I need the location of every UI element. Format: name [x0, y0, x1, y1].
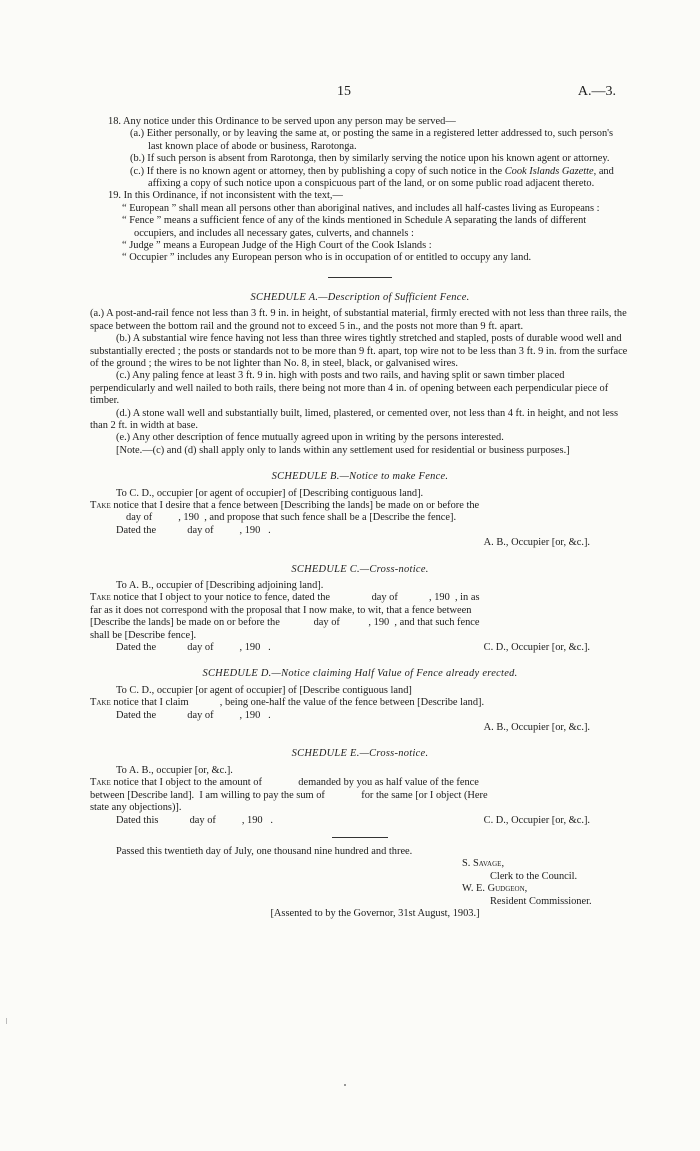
schedule-d-title: SCHEDULE D.—Notice claiming Half Value of Fence already erected.	[202, 668, 518, 680]
schedule-a-item-d: (d.) A stone wall well and substantially built, limed, plastered, or cemented over, not less than 4 ft. in height, and not less than 2 ft. in width at base.	[90, 407, 618, 431]
commissioner-name: W. E. Gudgeon,	[462, 883, 528, 895]
schedule-e-body-2: between [Describe land]. I am willing to pay the sum of for the same [or I object (Here	[90, 789, 488, 801]
schedule-a-item-c: (c.) Any paling fence at least 3 ft. 9 in. high with posts and two rails, and having split or sawn timber placed perpendicularly and well nailed to both rails, there being not more than 4 in. of opening between each perpendicular piece of timber.	[90, 370, 609, 407]
schedule-a-title: SCHEDULE A.—Description of Sufficient Fence.	[250, 291, 470, 303]
signature-block	[462, 858, 630, 908]
schedule-e-dated: Dated this day of , 190 .	[116, 814, 273, 826]
schedule-c-dated: Dated the day of , 190 .	[116, 642, 271, 654]
schedule-c-body-2: far as it does not correspond with the proposal that I now make, to wit, that a fence between	[90, 604, 472, 616]
schedule-d-body-1-text: notice that I claim , being one-half the value of the fence between [Describe land].	[110, 697, 485, 709]
margin-mark	[6, 1018, 7, 1024]
schedule-c-body-4: shall be [Describe fence].	[90, 629, 197, 641]
page-number: 15	[337, 84, 351, 99]
clerk-name: S. Savage,	[462, 858, 505, 870]
schedule-c-body-1	[90, 592, 630, 604]
schedule-c-to: To A. B., occupier of [Describing adjoining land].	[116, 580, 324, 591]
schedule-d-to: To C. D., occupier [or agent of occupier] of [Describe contiguous land]	[116, 684, 412, 696]
definition-judge: “ Judge ” means a European Judge of the High Court of the Cook Islands :	[122, 240, 432, 252]
section-18-c-text-1: (c.) If there is no known agent or attorney, then by publishing a copy of such notice in the	[130, 165, 505, 177]
schedule-c-signature: C. D., Occupier [or, &c.].	[483, 642, 590, 654]
schedule-b-title: SCHEDULE B.—Notice to make Fence.	[271, 471, 449, 483]
clerk-title: Clerk to the Council.	[490, 870, 578, 882]
assent-note: [Assented to by the Governor, 31st August, 1903.]	[270, 907, 480, 919]
schedule-a-note: [Note.—(c) and (d) shall apply only to lands within any settlement used for residential or business purposes.]	[116, 444, 570, 456]
definition-occupier: “ Occupier ” includes any European person who is in occupation of or entitled to occupy any land.	[122, 252, 532, 264]
closing-divider	[332, 837, 388, 838]
passed-statement: Passed this twentieth day of July, one thousand nine hundred and three.	[116, 845, 413, 857]
schedule-c-body-1-text: notice that I object to your notice to fence, dated the day of , 190 , in as	[110, 592, 480, 604]
section-18-a: (a.) Either personally, or by leaving the same at, or posting the same in a registered letter addressed to, such person's last known place of abode or business, Rarotonga.	[130, 128, 614, 152]
schedule-b-body-2: day of , 190 , and propose that such fence shall be a [Describe the fence].	[126, 512, 457, 524]
schedule-a-item-b: (b.) A substantial wire fence having not less than three wires tightly stretched and stapled, posts of durable wood well and substantially erected ; the posts or standards not to be more than 9 ft. apart, top wire not to be less than 3 ft. 9 in. from the surface of the ground ; the wires to be not lighter than No. 8, in steel, black, or galvanised wires.	[90, 333, 628, 369]
schedule-e-dated-row	[90, 815, 630, 827]
schedule-c-body-3: [Describe the lands] be made on or before the day of , 190 , and that such fence	[90, 617, 480, 629]
page-mark	[344, 1084, 346, 1086]
commissioner-title: Resident Commissioner.	[490, 895, 592, 907]
schedule-b-signature: A. B., Occupier [or, &c.].	[483, 537, 590, 549]
section-18-c-text-2: , and affixing a copy of such notice upon a conspicuous part of the land, or on some public road adjacent thereto.	[148, 165, 614, 190]
schedule-d-dated: Dated the day of , 190 .	[116, 709, 271, 721]
document-reference: A.—3.	[577, 84, 616, 99]
schedule-b-body-1-text: notice that I desire that a fence between [Describing the lands] be made on or before the	[110, 499, 480, 511]
schedule-a-item-e: (e.) Any other description of fence mutually agreed upon in writing by the persons interested.	[116, 432, 504, 444]
gazette-title: Cook Islands Gazette	[504, 165, 594, 177]
page-header	[0, 86, 700, 102]
schedule-e-signature: C. D., Occupier [or, &c.].	[483, 814, 590, 826]
schedule-b-body-1	[90, 500, 630, 512]
take-word: Take	[90, 777, 111, 789]
section-19-intro: 19. In this Ordinance, if not inconsistent with the text,—	[108, 190, 343, 202]
definition-fence: “ Fence ” means a sufficient fence of any of the kinds mentioned in Schedule A separating the lands of different occupiers, and includes all necessary gates, culverts, and channels :	[122, 215, 587, 239]
section-18-c	[90, 166, 630, 191]
section-18-b: (b.) If such person is absent from Rarotonga, then by similarly serving the notice upon his known agent or attorney.	[130, 153, 610, 165]
schedule-b-dated: Dated the day of , 190 .	[116, 524, 271, 536]
take-word: Take	[90, 499, 111, 511]
schedule-c-title: SCHEDULE C.—Cross-notice.	[291, 563, 429, 575]
definition-european: “ European ” shall mean all persons other than aboriginal natives, and includes all half-castes living as Europeans :	[122, 202, 600, 214]
document-body	[90, 116, 630, 920]
take-word: Take	[90, 592, 111, 604]
section-18-intro: 18. Any notice under this Ordinance to be served upon any person may be served—	[108, 116, 456, 127]
schedule-e-body-3: state any objections)].	[90, 802, 182, 814]
schedule-c-dated-row	[90, 642, 630, 654]
schedule-e-title: SCHEDULE E.—Cross-notice.	[291, 748, 429, 760]
schedule-d-signature: A. B., Occupier [or, &c.].	[483, 722, 590, 734]
take-word: Take	[90, 697, 111, 709]
section-divider	[328, 277, 392, 278]
schedule-e-to: To A. B., occupier [or, &c.].	[116, 764, 233, 776]
schedule-a-item-a: (a.) A post-and-rail fence not less than 3 ft. 9 in. in height, of substantial material, firmly erected with not less than three rails, the space between the bottom rail and the ground not to exceed 5 in., and the posts not more than 9 ft. apart.	[90, 308, 627, 332]
schedule-b-to: To C. D., occupier [or agent of occupier] of [Describing contiguous land].	[116, 487, 424, 499]
schedule-e-body-1	[90, 777, 630, 789]
schedule-e-body-1-text: notice that I object to the amount of demanded by you as half value of the fence	[110, 777, 479, 789]
schedule-d-body-1	[90, 697, 630, 709]
